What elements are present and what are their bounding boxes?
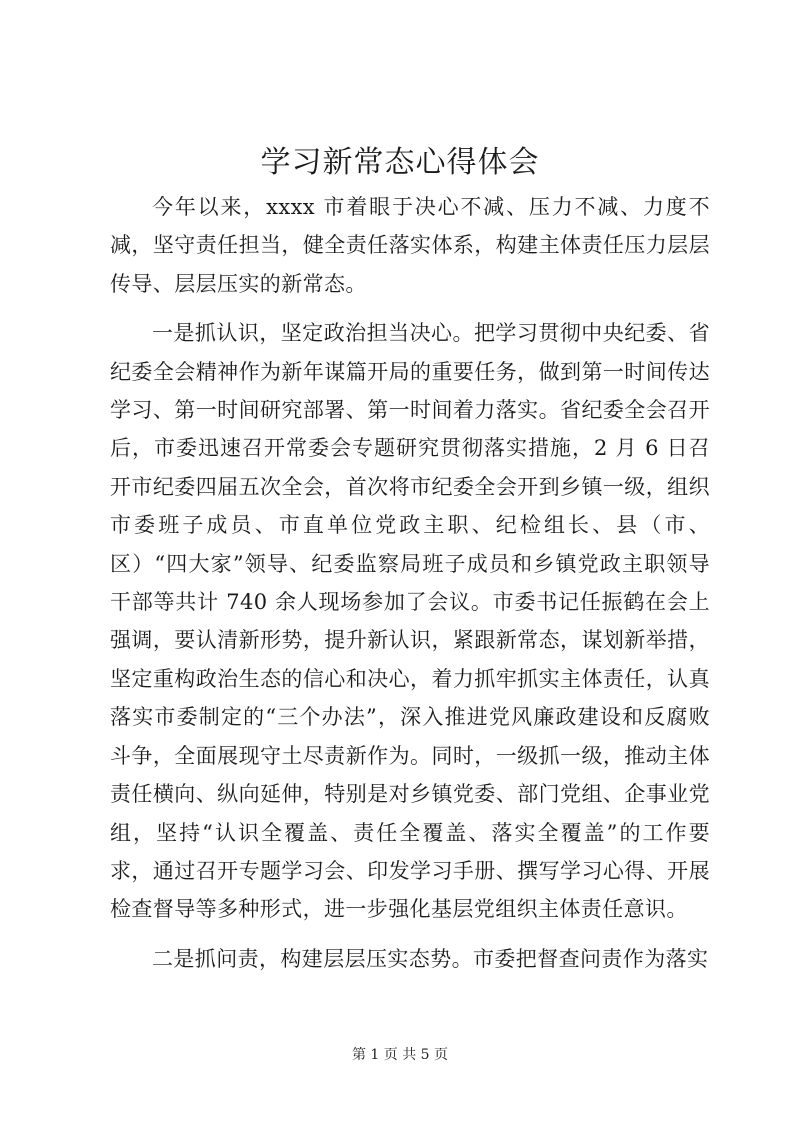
- paragraph-intro: 今年以来，xxxx 市着眼于决心不减、压力不减、力度不减，坚守责任担当，健全责任落实体系，构建主体责任压力层层传导、层层压实的新常态。: [110, 195, 710, 296]
- paragraph-accountability: 二是抓问责，构建层层压实态势。市委把督查问责作为落实: [152, 946, 709, 971]
- document-body: [110, 188, 710, 989]
- page-number-footer: 第 1 页 共 5 页: [351, 1047, 449, 1063]
- page-title: 学习新常态心得体会: [260, 145, 540, 180]
- paragraph-awareness: 一是抓认识，坚定政治担当决心。把学习贯彻中央纪委、省纪委全会精神作为新年谋篇开局的重要任务，做到第一时间传达学习、第一时间研究部署、第一时间着力落实。省纪委全会召开后，市委迅速召开常委会专题研究贯彻落实措施，2 月 6 日召开市纪委四届五次全会，首次将市纪委全会开到乡镇一级，组织市委班子成员、市直单位党政主职、纪检组长、县（市、区）“四大家”领导、纪委监察局班子成员和乡镇党政主职领导干部等共计 740 余人现场参加了会议。市委书记任振鹤在会上强调，要认清新形势，提升新认识，紧跟新常态，谋划新举措，坚定重构政治生态的信心和决心，着力抓牢抓实主体责任，认真落实市委制定的“三个办法”，深入推进党风廉政建设和反腐败斗争，全面展现守土尽责新作为。同时，一级抓一级，推动主体责任横向、纵向延伸，特别是对乡镇党委、部门党组、企事业党组，坚持“认识全覆盖、责任全覆盖、落实全覆盖”的工作要求，通过召开专题学习会、印发学习手册、撰写学习心得、开展检查督导等多种形式，进一步强化基层党组织主体责任意识。: [110, 321, 710, 922]
